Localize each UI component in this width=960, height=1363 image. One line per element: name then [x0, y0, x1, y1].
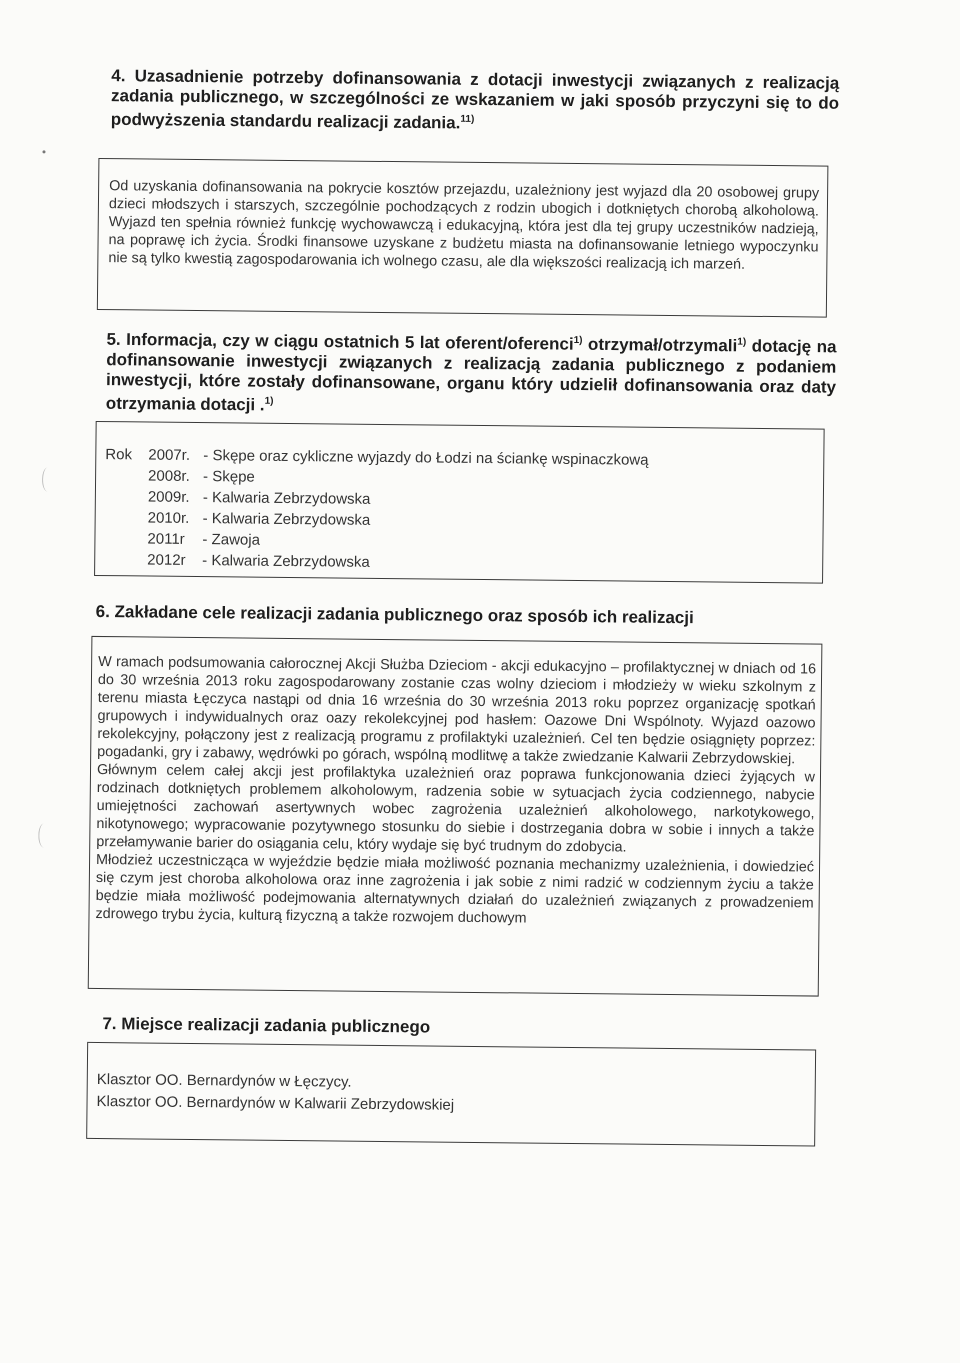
punch-hole-mark	[42, 467, 53, 491]
goals-paragraph: Młodzież uczestnicząca w wyjeździe będzie miała możliwość poznania mechanizmy uzależnienia, i dowiedzieć się czym jest choroba alkoholowa oraz inne zagrożenia i jak sobie z nimi radzić w codziennym życiu a także będzie miała możliwość podejmowania alternatywnych działań do uzależnień związanych z prowadzeniem zdrowego trybu życia, kulturą fizyczną a także rozwojem duchowym	[95, 851, 815, 927]
year-description: - Skępe oraz cykliczne wyjazdy do Łodzi na ściankę wspinaczkową	[203, 447, 649, 469]
year-description: - Kalwaria Zebrzydowska	[202, 510, 371, 529]
year: 2008r.	[148, 467, 190, 485]
section-4-answer-box	[97, 158, 829, 318]
section-title-c: dotację na dofinansowanie inwestycji związanych z realizacją zadania publicznego z podaniem inwestycji, które zostały dofinansowane, organu który udzielił dofinansowania oraz daty otrzymania dotacji .	[105, 336, 837, 415]
section-7-heading	[102, 1014, 702, 1040]
year-description: - Kalwaria Zebrzydowska	[202, 489, 371, 508]
section-number: 6.	[95, 601, 110, 622]
section-6-answer-box	[88, 636, 823, 997]
footnote-ref: 11)	[460, 113, 475, 125]
footnote-ref: 1)	[737, 336, 747, 348]
section-4-body: Od uzyskania dofinansowania na pokrycie kosztów przejazdu, uzależniony jest wyjazd dla 20 osobowej grupy dzieci młodszych i starszych, szczególnie pochodzących z rodzin ubogich i dotkniętych chorobą alkoholową. Wyjazd ten spełnia również funkcję wychowawczą i edukacyjną, która jest dla tej grupy uczestników nadzieją, na poprawę ich życia. Środki finansowe uzyskane z budżetu miasta na dofinansowanie letniego wypoczynku nie są tylko kwestią zagospodarowania ich wolnego czasu, ale dla większości realizacją ich marzeń.	[108, 178, 820, 273]
year: 2011r	[147, 530, 185, 548]
footnote-ref: 1)	[264, 395, 274, 407]
year-description: - Kalwaria Zebrzydowska	[202, 552, 370, 571]
rok-label: Rok	[105, 446, 133, 464]
section-5-heading	[106, 326, 837, 421]
year: 2010r.	[147, 509, 190, 527]
place-line: Klasztor OO. Bernardynów w Kalwarii Zebrzydowskiej	[96, 1093, 455, 1114]
punch-hole-mark	[38, 823, 49, 847]
section-6-heading	[96, 602, 816, 630]
goals-paragraph: Głównym celem całej akcji jest profilaktyka uzależnień oraz poprawa funkcjonowania dzieci żyjących w rodzinach dotkniętych problemem alkoholowym, radzenia sobie w sytuacjach życia codziennego, nabycie umiejętności zachowań asertywnych wobec zagrożenia uzależnień alkoholowego, narkotykowego, nikotynowego; wypracowanie pozytywnego stosunku do siebie i dostrzegania dobra w sobie i innych a także przełamywanie barier do osiągania celu, który wydaje się być trudnym do zdobycia.	[96, 761, 816, 856]
year-description: - Zawoja	[202, 531, 261, 549]
goals-paragraph: W ramach podsumowania całorocznej Akcji Służba Dzieciom - akcji edukacyjno – profilaktycznej w dniach od 16 do 30 września 2013 roku zagospodarowany zostanie czas wolny dzieciom i młodzieży w wieku szkolnym z terenu miasta Łęczyca nastąpi od dnia 16 września do 30 września 2013 roku poprzez organizację spotkań grupowych i indywidualnych oraz oazy rekolekcyjnej pod hasłem: Oazowe Dni Wspólnoty. Wyjazd oazowo rekolekcyjny, połączony jest z realizacją programu z profilaktyki uzależnień. Cel ten będzie osiągnięty poprzez: pogadanki, gry i zabawy, wędrówki po górach, wspólną modlitwę a także zwiedzanie Kalwarii Zebrzydowskiej.	[97, 654, 817, 768]
section-title: Miejsce realizacji zadania publicznego	[121, 1014, 431, 1037]
section-4-heading	[111, 66, 840, 137]
year: 2007r.	[148, 446, 191, 464]
place-line: Klasztor OO. Bernardynów w Łęczycy.	[96, 1071, 352, 1091]
footnote-ref: 1)	[573, 334, 583, 347]
margin-dot	[42, 150, 45, 153]
section-7-answer-box	[86, 1042, 816, 1147]
year: 2009r.	[147, 488, 190, 506]
section-5-answer-box	[94, 421, 825, 584]
year-description: - Skępe	[203, 468, 255, 486]
year: 2012r	[147, 551, 186, 569]
section-number: 4.	[111, 66, 126, 86]
section-number: 5.	[106, 329, 121, 349]
section-number: 7.	[102, 1014, 117, 1034]
section-title-b: otrzymał/otrzymali	[582, 334, 738, 356]
section-title: Uzasadnienie potrzeby dofinansowania z dotacji inwestycji związanych z realizacją zadania publicznego, w szczególności ze wskazaniem w jaki sposób przyczyni się to do podwyższenia standardu realizacji zadania.	[110, 66, 840, 133]
section-title: Zakładane cele realizacji zadania publicznego oraz sposób ich realizacji	[114, 602, 694, 628]
section-title-a: Informacja, czy w ciągu ostatnich 5 lat oferent/oferenci	[126, 329, 574, 354]
